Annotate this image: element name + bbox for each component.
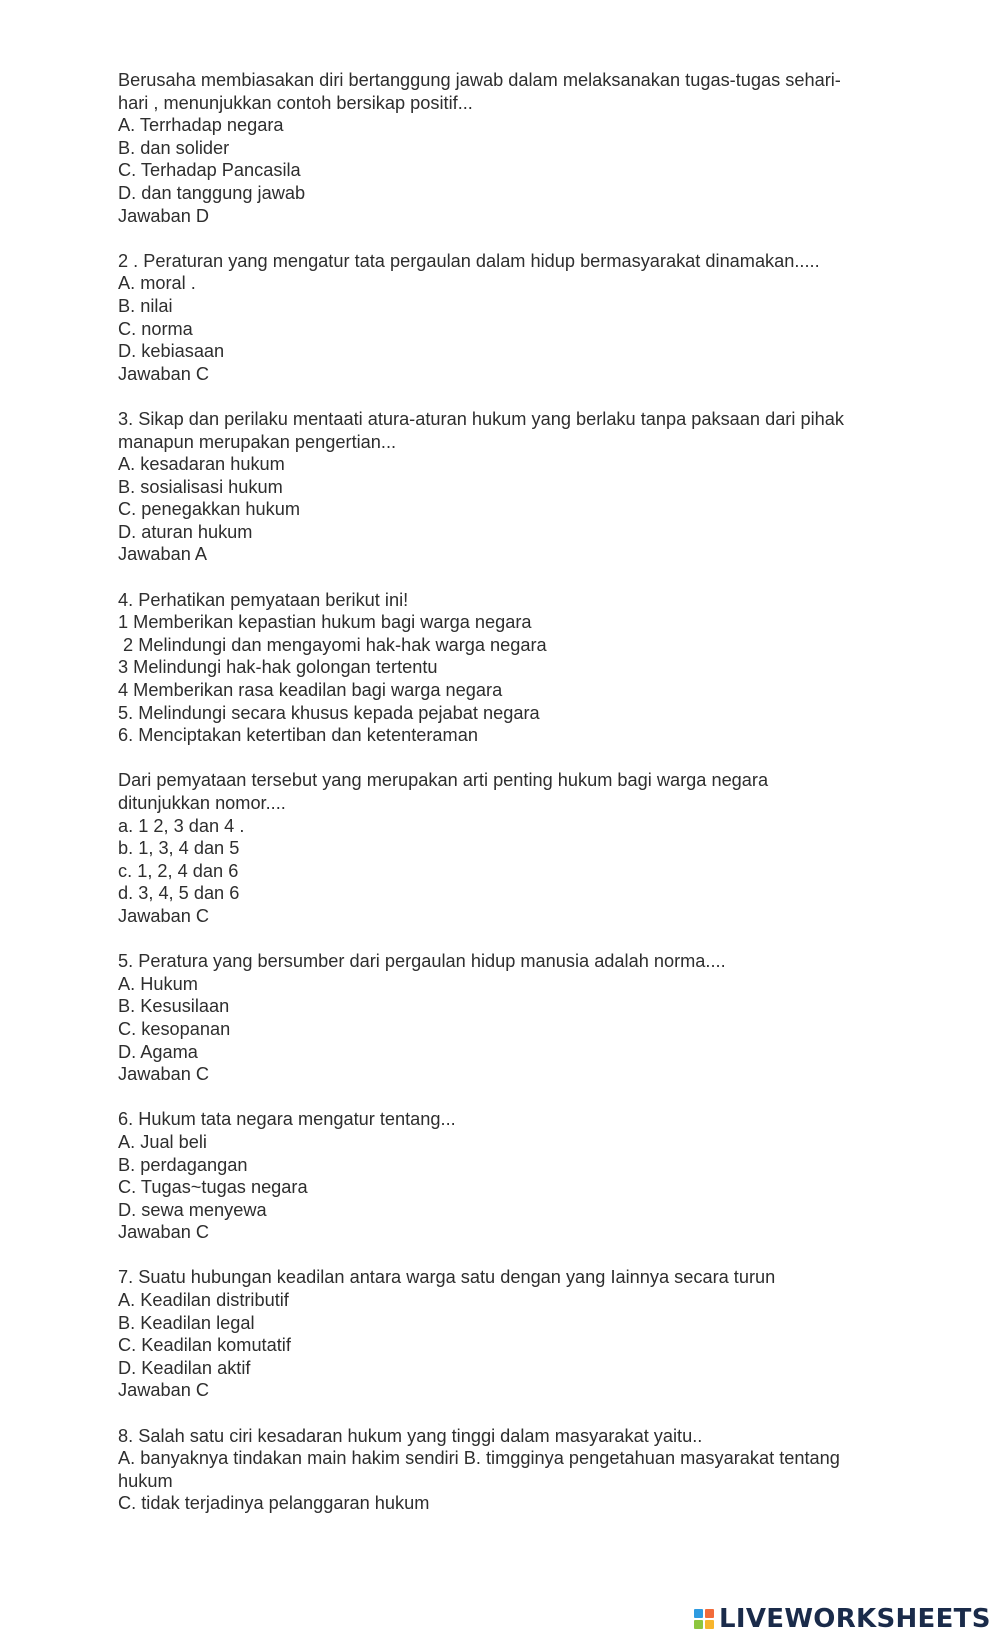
statement-item: 5. Melindungi secara khusus kepada pejabat negara (118, 702, 540, 723)
answer-option: b. 1, 3, 4 dan 5 (118, 838, 240, 859)
statement-item: 6. Menciptakan ketertiban dan ketenteraman (118, 725, 478, 746)
question-text: manapun merupakan pengertian... (118, 431, 397, 452)
question-text: 3. Sikap dan perilaku mentaati atura-aturan hukum yang berlaku tanpa paksaan dari pihak (118, 408, 844, 429)
question-block-5 (118, 950, 918, 1086)
logo-square (694, 1620, 703, 1629)
question-text: 2 . Peraturan yang mengatur tata pergaulan dalam hidup bermasyarakat dinamakan..... (118, 250, 820, 271)
answer-option: C. Terhadap Pancasila (118, 160, 301, 181)
statement-item: 2 Melindungi dan mengayomi hak-hak warga negara (118, 634, 547, 655)
answer-option: A. moral . (118, 273, 196, 294)
question-text: 5. Peratura yang bersumber dari pergaulan hidup manusia adalah norma.... (118, 951, 726, 972)
answer-option: A. Terrhadap negara (118, 115, 284, 136)
answer-option: D. aturan hukum (118, 521, 253, 542)
answer-option: A. banyaknya tindakan main hakim sendiri B. timgginya pengetahuan masyarakat tentang (118, 1448, 840, 1469)
question-block-8 (118, 1425, 918, 1515)
answer-option: B. sosialisasi hukum (118, 476, 283, 497)
answer-option: d. 3, 4, 5 dan 6 (118, 883, 240, 904)
statement-item: 3 Melindungi hak-hak golongan tertentu (118, 657, 438, 678)
answer-option: C. norma (118, 318, 193, 339)
answer-option: B. Keadilan legal (118, 1312, 255, 1333)
answer-key: Jawaban C (118, 905, 209, 926)
statement-item: 4 Memberikan rasa keadilan bagi warga negara (118, 680, 503, 701)
question-block-3 (118, 408, 918, 566)
brand-name: LIVEWORKSHEETS (719, 1604, 991, 1634)
worksheet-content (118, 69, 918, 1515)
answer-option: A. Hukum (118, 973, 198, 994)
answer-option: C. Tugas~tugas negara (118, 1177, 308, 1198)
question-block-1 (118, 69, 918, 227)
question-block-2 (118, 250, 918, 386)
question-text: 8. Salah satu ciri kesadaran hukum yang tinggi dalam masyarakat yaitu.. (118, 1425, 703, 1446)
answer-option: A. Jual beli (118, 1131, 207, 1152)
answer-option: C. kesopanan (118, 1018, 231, 1039)
answer-option: C. Keadilan komutatif (118, 1335, 291, 1356)
logo-square (705, 1620, 714, 1629)
answer-option: D. Keadilan aktif (118, 1357, 251, 1378)
statement-item: 1 Memberikan kepastian hukum bagi warga negara (118, 612, 532, 633)
answer-option: D. dan tanggung jawab (118, 182, 306, 203)
answer-option: D. sewa menyewa (118, 1199, 267, 1220)
question-block-7 (118, 1266, 918, 1402)
question-block-4-statements (118, 589, 918, 747)
answer-key: Jawaban C (118, 1222, 209, 1243)
liveworksheets-logo-icon (694, 1609, 714, 1629)
answer-option: C. tidak terjadinya pelanggaran hukum (118, 1493, 430, 1514)
question-text: 4. Perhatikan pemyataan berikut ini! (118, 589, 409, 610)
answer-option: B. nilai (118, 295, 173, 316)
answer-option: B. dan solider (118, 137, 230, 158)
logo-square (694, 1609, 703, 1618)
answer-option: B. perdagangan (118, 1154, 248, 1175)
answer-option: hukum (118, 1470, 173, 1491)
question-text: 6. Hukum tata negara mengatur tentang... (118, 1109, 456, 1130)
answer-key: Jawaban D (118, 205, 209, 226)
answer-option: A. kesadaran hukum (118, 454, 285, 475)
question-text: 7. Suatu hubungan keadilan antara warga satu dengan yang Iainnya secara turun (118, 1267, 776, 1288)
answer-option: D. Agama (118, 1041, 198, 1062)
question-text: hari , menunjukkan contoh bersikap positif... (118, 92, 473, 113)
answer-key: Jawaban C (118, 1380, 209, 1401)
question-block-4-options (118, 769, 918, 927)
answer-key: Jawaban C (118, 363, 209, 384)
question-block-6 (118, 1108, 918, 1244)
liveworksheets-logo (694, 1604, 991, 1634)
answer-option: c. 1, 2, 4 dan 6 (118, 860, 239, 881)
question-text: Berusaha membiasakan diri bertanggung jawab dalam melaksanakan tugas-tugas sehari- (118, 70, 841, 90)
answer-key: Jawaban C (118, 1064, 209, 1085)
answer-option: A. Keadilan distributif (118, 1290, 289, 1311)
logo-square (705, 1609, 714, 1618)
answer-option: C. penegakkan hukum (118, 499, 300, 520)
answer-option: B. Kesusilaan (118, 996, 230, 1017)
answer-option: D. kebiasaan (118, 341, 225, 362)
answer-key: Jawaban A (118, 544, 207, 565)
question-text: Dari pemyataan tersebut yang merupakan arti penting hukum bagi warga negara (118, 770, 769, 791)
question-text: ditunjukkan nomor.... (118, 793, 286, 813)
answer-option: a. 1 2, 3 dan 4 . (118, 815, 245, 836)
